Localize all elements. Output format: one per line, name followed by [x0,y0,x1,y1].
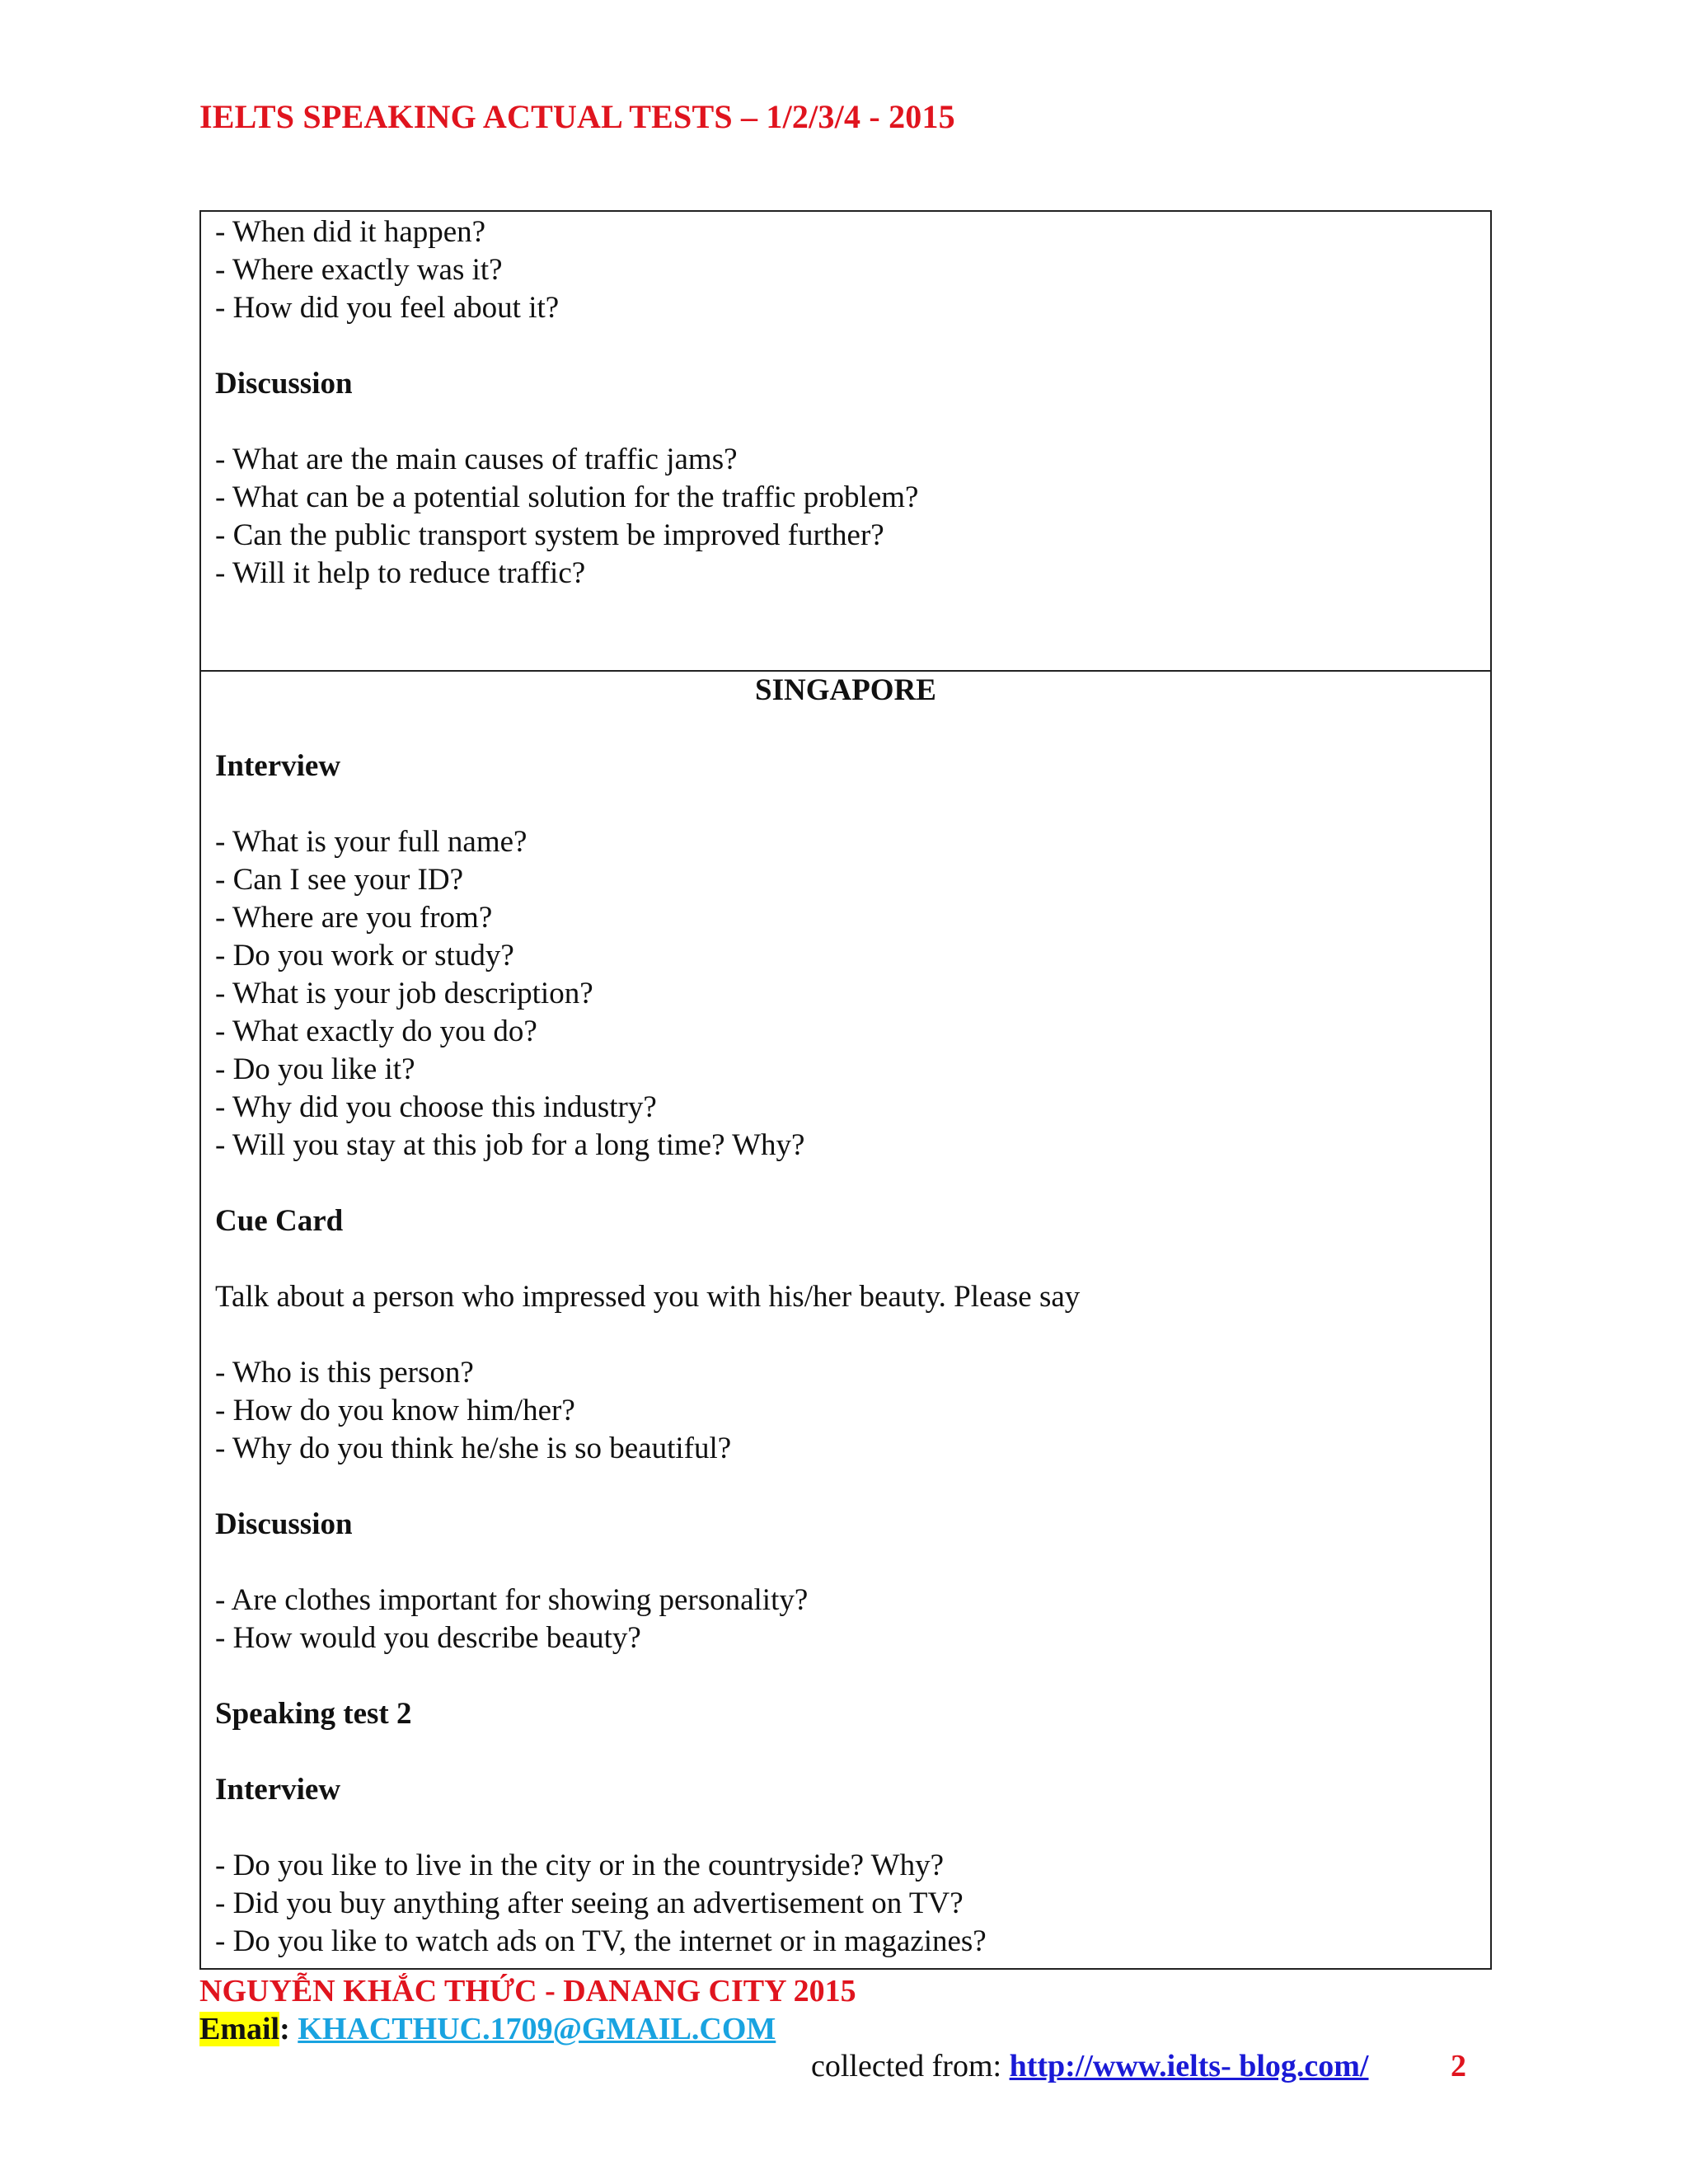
list-item: - How did you feel about it? [215,291,560,325]
section-heading-discussion: Discussion [215,1507,353,1541]
list-item: - Where are you from? [215,901,493,935]
section-heading-cue-card: Cue Card [215,1204,344,1238]
list-item: - Can I see your ID? [215,863,464,897]
list-item: - Are clothes important for showing personality? [215,1583,809,1617]
list-item: - Do you like to live in the city or in the countryside? Why? [215,1849,945,1882]
footer-email-line [199,2011,776,2047]
list-item: - Do you like it? [215,1052,415,1086]
page-header-title: IELTS SPEAKING ACTUAL TESTS – 1/2/3/4 - 2015 [199,98,955,135]
list-item: - What are the main causes of traffic jams? [215,443,738,476]
list-item: - Will you stay at this job for a long time? Why? [215,1128,805,1162]
list-item: - Why did you choose this industry? [215,1090,657,1124]
list-item: - Will it help to reduce traffic? [215,556,586,590]
list-item: - What is your job description? [215,977,593,1010]
list-item: - What exactly do you do? [215,1015,537,1048]
list-item: - How would you describe beauty? [215,1621,641,1655]
list-item: - When did it happen? [215,215,486,249]
list-item: - Do you like to watch ads on TV, the internet or in magazines? [215,1924,987,1958]
list-item: - What is your full name? [215,825,528,859]
email-link[interactable]: KHACTHUC.1709@GMAIL.COM [298,2012,776,2046]
content-table [199,210,1492,1970]
source-prefix: collected from: [811,2049,1010,2083]
source-link[interactable]: http://www.ielts- blog.com/ [1009,2049,1369,2083]
list-item: - Where exactly was it? [215,253,503,287]
cue-card-prompt: Talk about a person who impressed you with his/her beauty. Please say [215,1280,1081,1314]
list-item: - Can the public transport system be improved further? [215,518,884,552]
section-heading-speaking-test-2: Speaking test 2 [215,1697,412,1731]
page-number: 2 [1451,2049,1466,2083]
list-item: - Why do you think he/she is so beautiful? [215,1432,732,1465]
list-item: - Who is this person? [215,1356,474,1390]
section-heading-discussion: Discussion [215,367,353,401]
email-colon: : [279,2012,290,2046]
list-item: - Do you work or study? [215,939,514,972]
footer-author: NGUYỄN KHẮC THỨC - DANANG CITY 2015 [199,1974,856,2008]
section-heading-interview-2: Interview [215,1773,341,1807]
section-title-singapore: SINGAPORE [755,673,936,707]
footer-source [811,2048,1369,2084]
list-item: - How do you know him/her? [215,1394,575,1427]
email-label: Email [199,2012,280,2046]
list-item: - What can be a potential solution for the traffic problem? [215,480,919,514]
section-heading-interview: Interview [215,749,341,783]
list-item: - Did you buy anything after seeing an advertisement on TV? [215,1886,964,1920]
